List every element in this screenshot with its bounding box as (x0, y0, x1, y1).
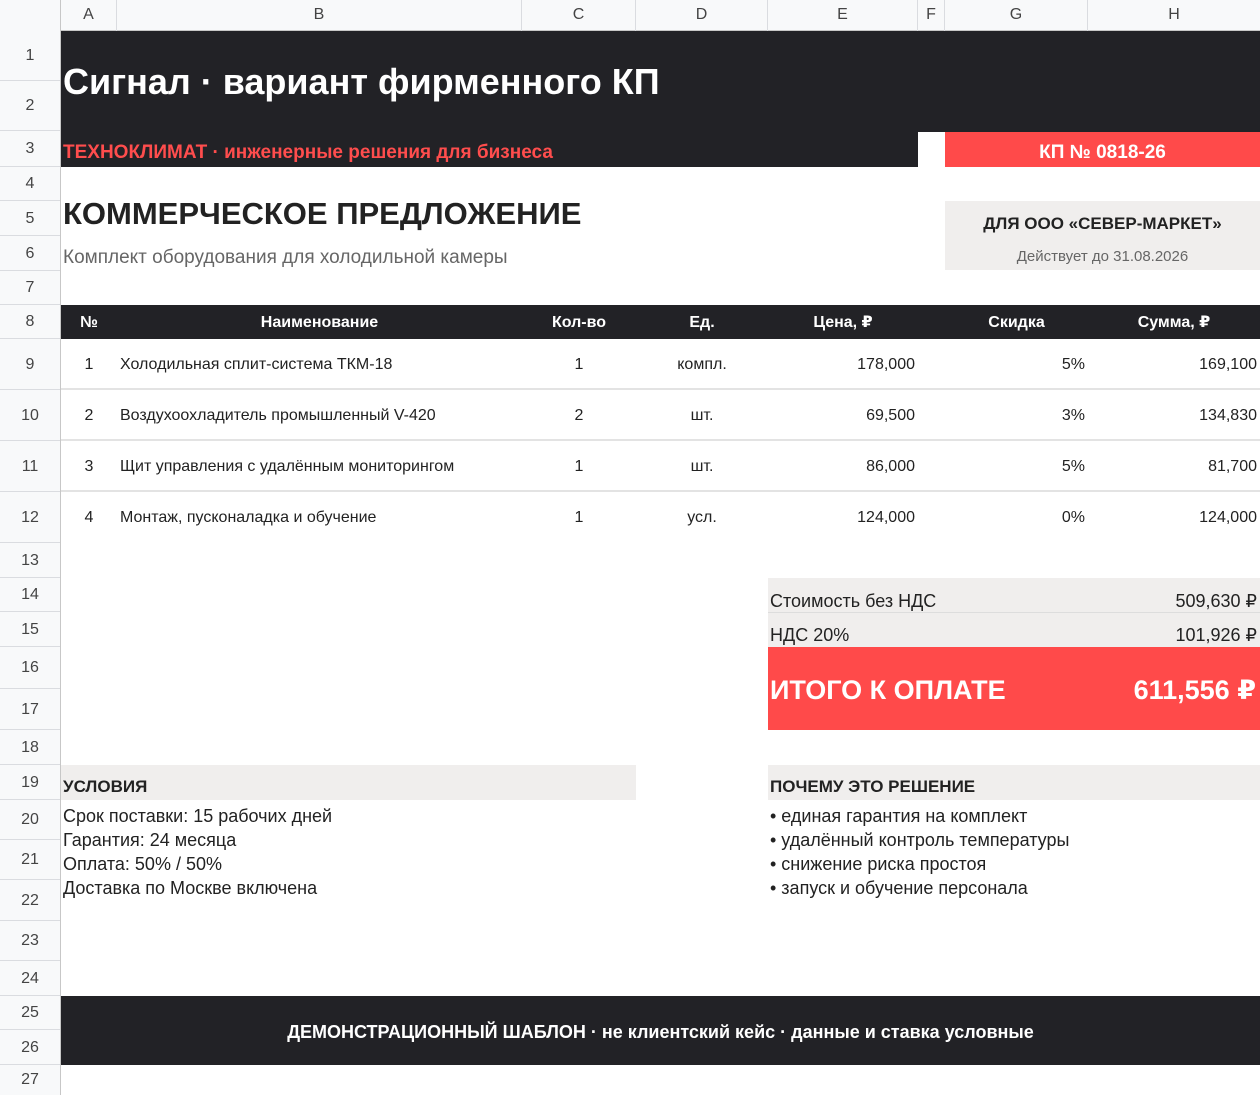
row-header[interactable]: 2 (0, 81, 60, 131)
row-header[interactable]: 3 (0, 131, 60, 167)
row-header[interactable]: 5 (0, 201, 60, 236)
company-tagline[interactable]: ТЕХНОКЛИМАТ · инженерные решения для бизнеса (63, 142, 553, 163)
client-info-box[interactable] (945, 201, 1260, 270)
header-price[interactable]: Цена, ₽ (813, 314, 873, 331)
item-discount[interactable]: 0% (1061, 509, 1085, 526)
condition-item[interactable]: Доставка по Москве включена (63, 878, 318, 898)
document-subtitle[interactable]: Комплект оборудования для холодильной камеры (63, 247, 508, 268)
benefit-item[interactable]: • удалённый контроль температуры (770, 830, 1070, 850)
row-header-bar (0, 31, 61, 1095)
totals-divider (768, 612, 1260, 613)
benefit-item[interactable]: • единая гарантия на комплект (770, 806, 1028, 826)
row-header[interactable]: 26 (0, 1030, 60, 1065)
row-header[interactable]: 23 (0, 921, 60, 961)
vat-label[interactable]: НДС 20% (770, 625, 850, 645)
conditions-title: УСЛОВИЯ (63, 777, 148, 796)
proposal-number-badge[interactable]: КП № 0818-26 (945, 132, 1260, 167)
row-header[interactable]: 15 (0, 612, 60, 647)
item-name[interactable]: Щит управления с удалённым мониторингом (120, 458, 455, 475)
conditions-heading[interactable] (61, 765, 636, 800)
item-price[interactable]: 178,000 (857, 356, 915, 373)
benefits-title: ПОЧЕМУ ЭТО РЕШЕНИЕ (770, 777, 976, 796)
column-header-bar (0, 0, 1260, 31)
select-all-corner[interactable] (0, 0, 61, 31)
row-header[interactable]: 10 (0, 390, 60, 441)
table-row[interactable] (61, 339, 1260, 390)
table-row[interactable] (61, 390, 1260, 441)
row-header[interactable]: 12 (0, 492, 60, 543)
row-number[interactable]: 4 (84, 509, 94, 526)
row-header[interactable]: 9 (0, 339, 60, 390)
item-name[interactable]: Холодильная сплит-система ТКМ-18 (120, 356, 393, 373)
items-table-header (61, 305, 1260, 339)
column-header-a[interactable]: A (61, 0, 117, 31)
column-header-c[interactable]: C (522, 0, 636, 31)
grand-total-box[interactable] (768, 647, 1260, 730)
item-discount[interactable]: 5% (1061, 458, 1085, 475)
item-sum[interactable]: 81,700 (1208, 458, 1257, 475)
item-sum[interactable]: 134,830 (1199, 407, 1257, 424)
benefits-heading[interactable] (768, 765, 1260, 800)
column-header-b[interactable]: B (117, 0, 522, 31)
subtotal-value[interactable]: 509,630 ₽ (1175, 591, 1257, 611)
row-header[interactable]: 16 (0, 647, 60, 689)
item-quantity[interactable]: 1 (574, 458, 584, 475)
grand-total-label: ИТОГО К ОПЛАТЕ (770, 675, 1006, 705)
header-discount[interactable]: Скидка (988, 314, 1045, 331)
row-header[interactable]: 20 (0, 800, 60, 840)
row-header[interactable]: 13 (0, 543, 60, 578)
row-header[interactable]: 7 (0, 271, 60, 305)
row-header[interactable]: 6 (0, 236, 60, 271)
item-discount[interactable]: 3% (1061, 407, 1085, 424)
column-header-f[interactable]: F (918, 0, 945, 31)
row-header[interactable]: 4 (0, 167, 60, 201)
row-header[interactable]: 18 (0, 730, 60, 765)
row-number[interactable]: 3 (84, 458, 94, 475)
document-title[interactable]: КОММЕРЧЕСКОЕ ПРЕДЛОЖЕНИЕ (63, 196, 582, 231)
row-header[interactable]: 27 (21, 1071, 39, 1088)
condition-item[interactable]: Оплата: 50% / 50% (63, 854, 222, 874)
grand-total-value: 611,556 ₽ (1133, 675, 1256, 705)
item-unit[interactable]: шт. (690, 407, 714, 424)
item-price[interactable]: 69,500 (866, 407, 915, 424)
condition-item[interactable]: Гарантия: 24 месяца (63, 830, 237, 850)
item-discount[interactable]: 5% (1061, 356, 1085, 373)
header-name[interactable]: Наименование (260, 314, 379, 331)
header-quantity[interactable]: Кол-во (551, 314, 607, 331)
row-header[interactable]: 17 (0, 689, 60, 730)
row-header[interactable]: 25 (0, 996, 60, 1030)
vat-value[interactable]: 101,926 ₽ (1175, 625, 1257, 645)
page-title[interactable]: Сигнал · вариант фирменного КП (63, 61, 660, 102)
row-header[interactable]: 22 (0, 880, 60, 921)
item-name[interactable]: Воздухоохладитель промышленный V-420 (120, 407, 436, 424)
row-header[interactable]: 11 (0, 441, 60, 492)
header-gap-cell[interactable] (918, 132, 945, 167)
column-header-d[interactable]: D (636, 0, 768, 31)
benefit-item[interactable]: • снижение риска простоя (770, 854, 987, 874)
header-unit[interactable]: Ед. (689, 314, 715, 331)
row-header[interactable]: 24 (0, 961, 60, 996)
header-sum[interactable]: Сумма, ₽ (1137, 314, 1211, 331)
item-quantity[interactable]: 2 (574, 407, 584, 424)
table-row[interactable] (61, 492, 1260, 543)
item-unit[interactable]: усл. (687, 509, 717, 526)
item-sum[interactable]: 169,100 (1199, 356, 1257, 373)
header-number[interactable]: № (80, 314, 98, 331)
condition-item[interactable]: Срок поставки: 15 рабочих дней (63, 806, 333, 826)
benefit-item[interactable]: • запуск и обучение персонала (770, 878, 1028, 898)
item-sum[interactable]: 124,000 (1199, 509, 1257, 526)
row-number[interactable]: 1 (84, 356, 94, 373)
row-number[interactable]: 2 (84, 407, 94, 424)
table-row[interactable] (61, 441, 1260, 492)
item-price[interactable]: 124,000 (857, 509, 915, 526)
row-header[interactable]: 19 (0, 765, 60, 800)
row-header[interactable]: 1 (0, 31, 60, 81)
row-header[interactable]: 8 (0, 305, 60, 339)
item-price[interactable]: 86,000 (866, 458, 915, 475)
validity-date: Действует до 31.08.2026 (1016, 248, 1189, 265)
item-name[interactable]: Монтаж, пусконаладка и обучение (120, 509, 377, 526)
item-quantity[interactable]: 1 (574, 509, 584, 526)
row-header[interactable]: 14 (0, 578, 60, 612)
column-header-h[interactable]: H (1168, 6, 1180, 23)
item-unit[interactable]: компл. (677, 356, 727, 373)
client-name: ДЛЯ ООО «СЕВЕР-МАРКЕТ» (983, 214, 1222, 233)
footer-banner[interactable]: ДЕМОНСТРАЦИОННЫЙ ШАБЛОН · не клиентский кейс · данные и ставка условные (61, 996, 1260, 1065)
column-header-g[interactable]: G (945, 0, 1088, 31)
sheet-grid[interactable] (61, 31, 1260, 1095)
column-header-e[interactable]: E (768, 0, 918, 31)
subtotal-label[interactable]: Стоимость без НДС (770, 591, 937, 611)
item-quantity[interactable]: 1 (574, 356, 584, 373)
item-unit[interactable]: шт. (690, 458, 714, 475)
row-header[interactable]: 21 (0, 840, 60, 880)
